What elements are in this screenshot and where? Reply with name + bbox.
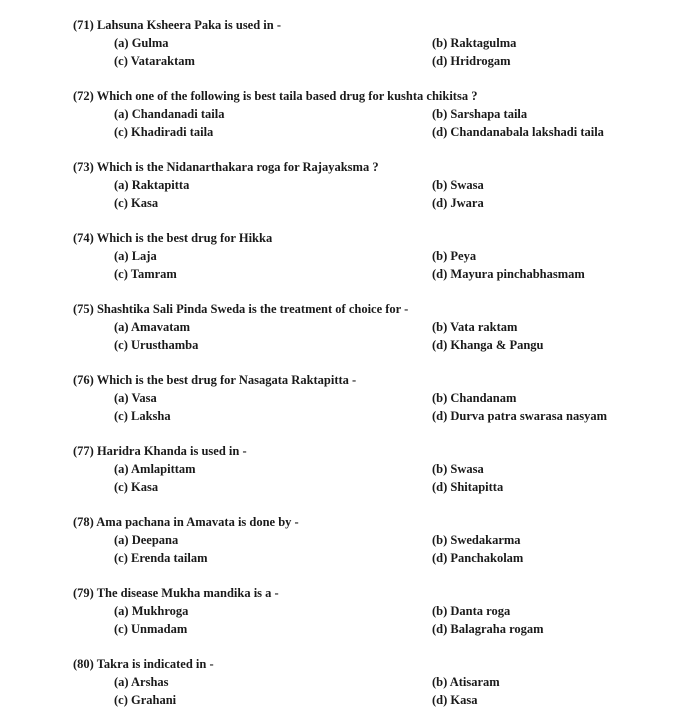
option-d: (d) Durva patra swarasa nasyam xyxy=(432,409,607,423)
question-text: (76) Which is the best drug for Nasagata Raktapitta - xyxy=(73,373,357,387)
option-a: (a) Arshas xyxy=(114,675,169,689)
option-d: (d) Jwara xyxy=(432,196,484,210)
option-a: (a) Gulma xyxy=(114,36,169,50)
option-d: (d) Kasa xyxy=(432,693,478,707)
option-c: (c) Tamram xyxy=(114,267,177,281)
question-text: (74) Which is the best drug for Hikka xyxy=(73,231,273,245)
question-text: (73) Which is the Nidanarthakara roga for Rajayaksma ? xyxy=(73,160,379,174)
option-a: (a) Amavatam xyxy=(114,320,191,334)
option-c: (c) Unmadam xyxy=(114,622,188,636)
option-b: (b) Swasa xyxy=(432,178,484,192)
option-c: (c) Kasa xyxy=(114,480,159,494)
option-d: (d) Hridrogam xyxy=(432,54,511,68)
option-b: (b) Vata raktam xyxy=(432,320,518,334)
option-b: (b) Peya xyxy=(432,249,477,263)
option-c: (c) Khadiradi taila xyxy=(114,125,214,139)
option-a: (a) Raktapitta xyxy=(114,178,190,192)
option-b: (b) Atisaram xyxy=(432,675,500,689)
option-d: (d) Chandanabala lakshadi taila xyxy=(432,125,604,139)
option-b: (b) Swasa xyxy=(432,462,484,476)
option-b: (b) Sarshapa taila xyxy=(432,107,528,121)
option-d: (d) Khanga & Pangu xyxy=(432,338,544,352)
option-b: (b) Danta roga xyxy=(432,604,511,618)
option-c: (c) Erenda tailam xyxy=(114,551,208,565)
option-b: (b) Raktagulma xyxy=(432,36,517,50)
option-d: (d) Shitapitta xyxy=(432,480,504,494)
option-c: (c) Grahani xyxy=(114,693,177,707)
option-c: (c) Laksha xyxy=(114,409,171,423)
option-a: (a) Laja xyxy=(114,249,157,263)
option-c: (c) Urusthamba xyxy=(114,338,199,352)
option-a: (a) Deepana xyxy=(114,533,179,547)
option-d: (d) Panchakolam xyxy=(432,551,524,565)
option-c: (c) Vataraktam xyxy=(114,54,195,68)
option-d: (d) Balagraha rogam xyxy=(432,622,544,636)
option-c: (c) Kasa xyxy=(114,196,159,210)
option-b: (b) Chandanam xyxy=(432,391,517,405)
option-a: (a) Amlapittam xyxy=(114,462,196,476)
option-a: (a) Vasa xyxy=(114,391,157,405)
question-text: (80) Takra is indicated in - xyxy=(73,657,214,671)
question-text: (71) Lahsuna Ksheera Paka is used in - xyxy=(73,18,282,32)
option-d: (d) Mayura pinchabhasmam xyxy=(432,267,585,281)
question-text: (79) The disease Mukha mandika is a - xyxy=(73,586,279,600)
option-a: (a) Chandanadi taila xyxy=(114,107,225,121)
option-a: (a) Mukhroga xyxy=(114,604,189,618)
question-text: (75) Shashtika Sali Pinda Sweda is the treatment of choice for - xyxy=(73,302,409,316)
question-text: (78) Ama pachana in Amavata is done by - xyxy=(73,515,299,529)
question-text: (72) Which one of the following is best taila based drug for kushta chikitsa ? xyxy=(73,89,478,103)
option-b: (b) Swedakarma xyxy=(432,533,521,547)
question-text: (77) Haridra Khanda is used in - xyxy=(73,444,247,458)
